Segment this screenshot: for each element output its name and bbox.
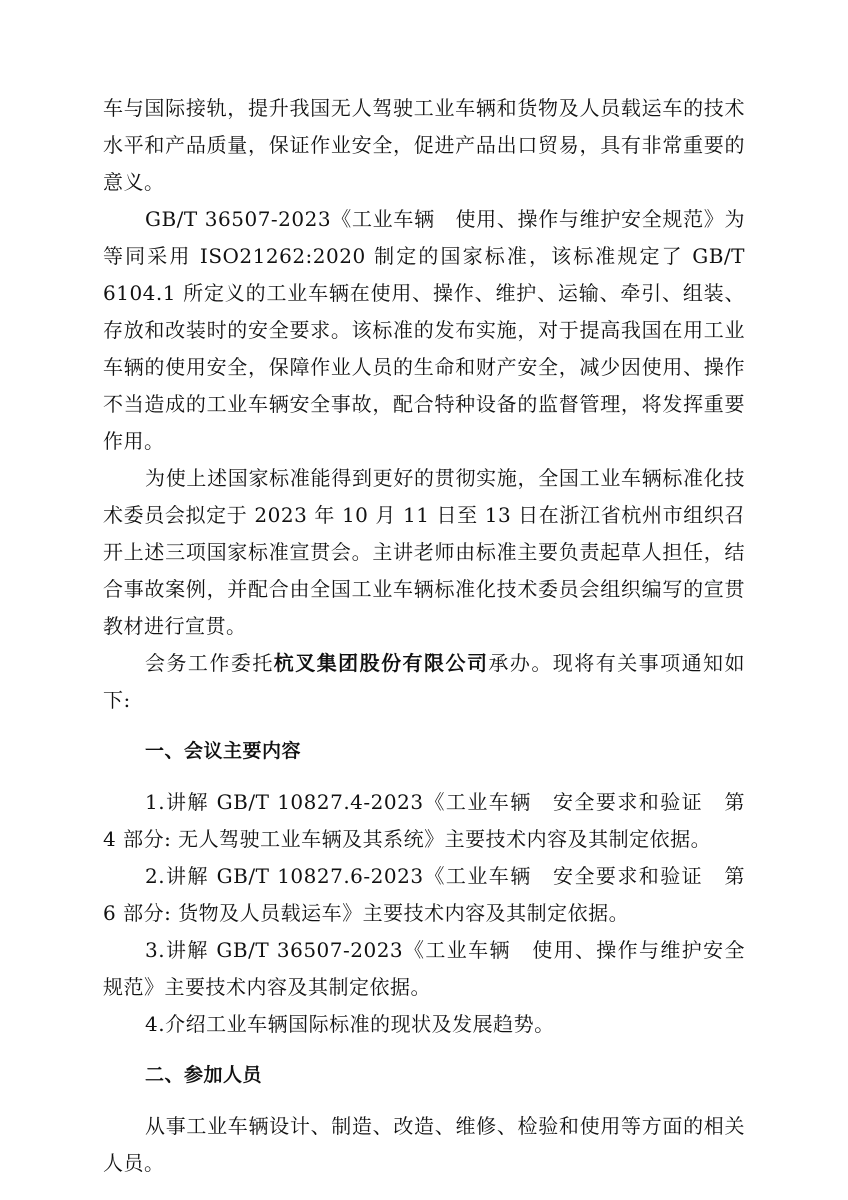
- paragraph-meeting-announcement: 为使上述国家标准能得到更好的贯彻实施，全国工业车辆标准化技术委员会拟定于 2023 年 10 月 11 日至 13 日在浙江省杭州市组织召开上述三项国家标准宣贯会。主讲老师由标准主要负责起草人担任，结合事故案例，并配合由全国工业车辆标准化技术委员会组织编写的宣贯教材进行宣贯。: [103, 466, 745, 638]
- section-heading-participants: 二、参加人员: [145, 1064, 263, 1086]
- list-item-3: 3.讲解 GB/T 36507-2023《工业车辆 使用、操作与维护安全规范》主要技术内容及其制定依据。: [103, 938, 745, 999]
- paragraph-participants: 从事工业车辆设计、制造、改造、维修、检验和使用等方面的相关人员。: [103, 1114, 745, 1175]
- paragraph-organizer: [103, 645, 745, 719]
- list-item-1: 1.讲解 GB/T 10827.4-2023《工业车辆 安全要求和验证 第 4 部分: 无人驾驶工业车辆及其系统》主要技术内容及其制定依据。: [103, 790, 745, 851]
- document-body: [103, 90, 745, 1182]
- organizer-company-name: 杭叉集团股份有限公司: [273, 651, 489, 675]
- section-heading-main-content: 一、会议主要内容: [145, 740, 302, 762]
- paragraph-gbt36507-description: GB/T 36507-2023《工业车辆 使用、操作与维护安全规范》为等同采用 ISO21262:2020 制定的国家标准，该标准规定了 GB/T 6104.1 所定义的工业车辆在使用、操作、维护、运输、牵引、组装、存放和改装时的安全要求。该标准的发布实施，对于提高我国在用工业车辆的使用安全，保障作业人员的生命和财产安全，减少因使用、操作不当造成的工业车辆安全事故，配合特种设备的监督管理，将发挥重要作用。: [103, 207, 745, 453]
- organizer-text-after: 承办。现将有关事项通知如下:: [103, 651, 746, 712]
- list-item-2: 2.讲解 GB/T 10827.6-2023《工业车辆 安全要求和验证 第 6 部分: 货物及人员载运车》主要技术内容及其制定依据。: [103, 864, 745, 925]
- list-item-4: 4.介绍工业车辆国际标准的现状及发展趋势。: [145, 1012, 555, 1036]
- paragraph-intro-continuation: 车与国际接轨，提升我国无人驾驶工业车辆和货物及人员载运车的技术水平和产品质量，保证作业安全，促进产品出口贸易，具有非常重要的意义。: [103, 96, 745, 194]
- organizer-text-before: 会务工作委托: [145, 651, 274, 675]
